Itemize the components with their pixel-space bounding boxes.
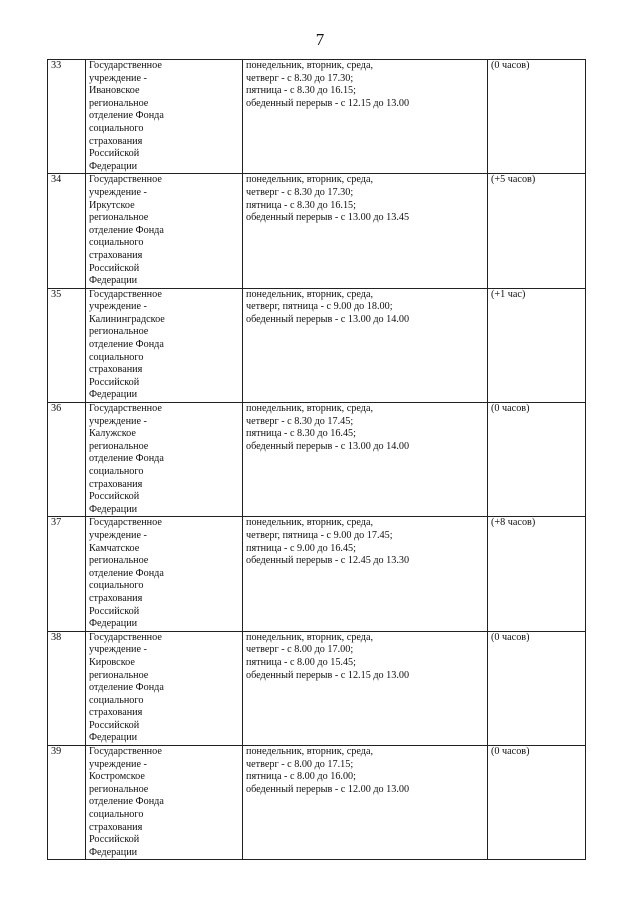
organization-line: отделение Фонда (89, 224, 164, 236)
organization-cell (86, 746, 243, 860)
schedule-cell (243, 60, 488, 174)
table-row (48, 60, 586, 174)
organization-line: учреждение - (89, 644, 147, 656)
schedule-cell (243, 746, 488, 860)
organization-line: Калининградское (89, 313, 165, 325)
schedule-line: понедельник, вторник, среда, (246, 517, 374, 529)
organization-line: региональное (89, 326, 149, 338)
row-number-cell: 38 (48, 631, 86, 745)
page-number: 7 (315, 30, 325, 49)
organization-line: социального (89, 237, 144, 249)
organization-line: Государственное (89, 746, 162, 758)
schedule-line: четверг - с 8.30 до 17.30; (246, 72, 354, 84)
table-row (48, 403, 586, 517)
organization-line: Государственное (89, 60, 162, 71)
organization-line: региональное (89, 669, 149, 681)
row-number-cell: 37 (48, 517, 86, 631)
schedule-line: понедельник, вторник, среда, (246, 403, 374, 415)
organization-cell (86, 174, 243, 288)
schedule-line: понедельник, вторник, среда, (246, 746, 374, 758)
organization-line: региональное (89, 555, 149, 567)
schedule-cell (243, 288, 488, 402)
schedule-line: обеденный перерыв - с 12.15 до 13.00 (246, 669, 410, 681)
schedule-line: понедельник, вторник, среда, (246, 631, 374, 643)
organization-line: отделение Фонда (89, 682, 164, 694)
organization-cell (86, 517, 243, 631)
row-number-cell: 36 (48, 403, 86, 517)
schedule-line: обеденный перерыв - с 13.00 до 13.45 (246, 212, 410, 224)
organization-line: отделение Фонда (89, 567, 164, 579)
organization-line: региональное (89, 783, 149, 795)
schedule-line: обеденный перерыв - с 12.45 до 13.30 (246, 555, 410, 567)
organization-line: социального (89, 580, 144, 592)
organization-line: Российской (89, 262, 140, 274)
organization-line: Государственное (89, 403, 162, 415)
schedule-line: обеденный перерыв - с 12.15 до 13.00 (246, 97, 410, 109)
schedule-line: четверг - с 8.00 до 17.00; (246, 644, 354, 656)
schedule-line: понедельник, вторник, среда, (246, 174, 374, 186)
organization-line: Федерации (89, 389, 138, 401)
schedule-line: понедельник, вторник, среда, (246, 288, 374, 300)
row-number-cell: 39 (48, 746, 86, 860)
organization-line: отделение Фонда (89, 339, 164, 351)
organization-line: страхования (89, 592, 143, 604)
organization-line: страхования (89, 249, 143, 261)
organization-line: социального (89, 694, 144, 706)
organization-line: Калужское (89, 428, 136, 440)
organization-line: Российской (89, 605, 140, 617)
organization-cell (86, 60, 243, 174)
organization-line: Федерации (89, 503, 138, 515)
organization-line: Российской (89, 148, 140, 160)
organization-line: Камчатское (89, 542, 140, 554)
schedule-cell (243, 403, 488, 517)
organization-line: страхования (89, 821, 143, 833)
organization-line: учреждение - (89, 186, 147, 198)
schedule-line: пятница - с 8.30 до 16.45; (246, 428, 356, 440)
time-offset-cell: (+5 часов) (488, 174, 586, 288)
organization-line: учреждение - (89, 72, 147, 84)
organization-line: учреждение - (89, 758, 147, 770)
organization-line: Российской (89, 719, 140, 731)
row-number-cell: 35 (48, 288, 86, 402)
schedule-line: четверг, пятница - с 9.00 до 17.45; (246, 529, 393, 541)
organization-line: региональное (89, 440, 149, 452)
organization-line: Федерации (89, 618, 138, 630)
organization-line: социального (89, 122, 144, 134)
schedule-line: пятница - с 8.30 до 16.15; (246, 199, 356, 211)
organization-line: учреждение - (89, 415, 147, 427)
organization-line: Российской (89, 376, 140, 388)
organization-line: Федерации (89, 732, 138, 744)
organization-line: Костромское (89, 771, 145, 783)
schedule-cell (243, 517, 488, 631)
table-row (48, 746, 586, 860)
table-row (48, 288, 586, 402)
organization-line: Кировское (89, 656, 135, 668)
organization-line: Государственное (89, 517, 162, 529)
row-number-cell: 33 (48, 60, 86, 174)
organization-line: региональное (89, 97, 149, 109)
time-offset-cell: (+1 час) (488, 288, 586, 402)
table-row (48, 174, 586, 288)
organization-line: отделение Фонда (89, 453, 164, 465)
organization-line: учреждение - (89, 301, 147, 313)
organization-line: Федерации (89, 846, 138, 858)
time-offset-cell: (0 часов) (488, 631, 586, 745)
schedule-line: четверг, пятница - с 9.00 до 18.00; (246, 301, 393, 313)
office-hours-table (47, 59, 586, 860)
organization-line: социального (89, 809, 144, 821)
schedule-line: обеденный перерыв - с 13.00 до 14.00 (246, 440, 410, 452)
organization-line: страхования (89, 135, 143, 147)
schedule-line: четверг - с 8.30 до 17.45; (246, 415, 354, 427)
organization-line: Государственное (89, 288, 162, 300)
table-row (48, 631, 586, 745)
organization-line: Государственное (89, 174, 162, 186)
organization-line: учреждение - (89, 529, 147, 541)
schedule-cell (243, 174, 488, 288)
organization-cell (86, 288, 243, 402)
organization-line: отделение Фонда (89, 110, 164, 122)
table-body (48, 60, 586, 860)
organization-line: Ивановское (89, 85, 140, 97)
organization-line: социального (89, 351, 144, 363)
schedule-line: четверг - с 8.00 до 17.15; (246, 758, 354, 770)
organization-line: Российской (89, 834, 140, 846)
schedule-line: понедельник, вторник, среда, (246, 60, 374, 71)
organization-line: Российской (89, 491, 140, 503)
organization-line: Государственное (89, 631, 162, 643)
time-offset-cell: (+8 часов) (488, 517, 586, 631)
schedule-line: пятница - с 9.00 до 16.45; (246, 542, 356, 554)
schedule-line: обеденный перерыв - с 12.00 до 13.00 (246, 783, 410, 795)
time-offset-cell: (0 часов) (488, 60, 586, 174)
organization-line: Федерации (89, 275, 138, 287)
organization-line: отделение Фонда (89, 796, 164, 808)
organization-cell (86, 403, 243, 517)
schedule-line: пятница - с 8.00 до 15.45; (246, 656, 356, 668)
organization-line: Иркутское (89, 199, 135, 211)
organization-line: страхования (89, 364, 143, 376)
organization-line: страхования (89, 707, 143, 719)
time-offset-cell: (0 часов) (488, 403, 586, 517)
schedule-cell (243, 631, 488, 745)
organization-line: социального (89, 466, 144, 477)
schedule-line: четверг - с 8.30 до 17.30; (246, 186, 354, 198)
organization-line: региональное (89, 212, 149, 224)
organization-line: страхования (89, 478, 143, 490)
schedule-line: пятница - с 8.30 до 16.15; (246, 85, 356, 97)
schedule-line: обеденный перерыв - с 13.00 до 14.00 (246, 313, 410, 325)
organization-cell (86, 631, 243, 745)
table-row (48, 517, 586, 631)
time-offset-cell: (0 часов) (488, 746, 586, 860)
organization-line: Федерации (89, 160, 138, 172)
row-number-cell: 34 (48, 174, 86, 288)
schedule-line: пятница - с 8.00 до 16.00; (246, 771, 356, 783)
